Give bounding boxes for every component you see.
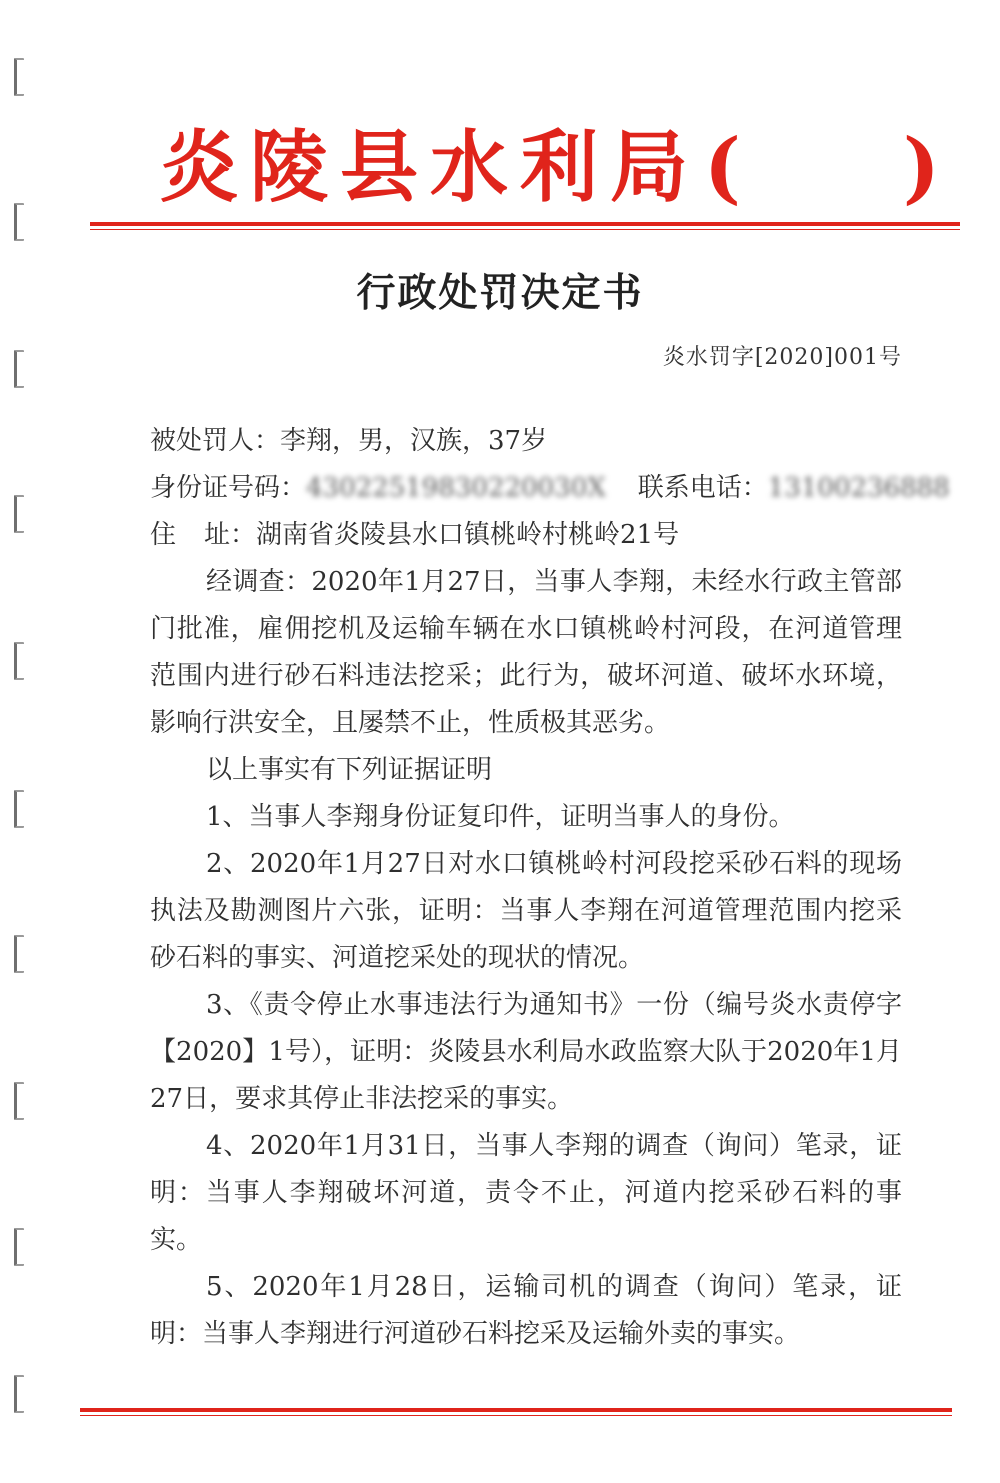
punch-hole (14, 935, 24, 973)
punch-hole (14, 58, 24, 96)
evidence-item-2: 2、2020年1月27日对水口镇桃岭村河段挖采砂石料的现场执法及勘测图片六张，证明：当事人李翔在河道管理范围内挖采砂石料的事实、河道挖采处的现状的情况。 (150, 849, 902, 973)
evidence-item-1: 1、当事人李翔身份证复印件，证明当事人的身份。 (206, 802, 795, 832)
document-number: 炎水罚字[2020]001号 (662, 345, 902, 370)
address-line (150, 512, 902, 559)
paren-close: ) (902, 122, 952, 213)
address-label-2: 址： (204, 520, 257, 550)
id-label: 身份证号码： (150, 473, 307, 503)
evidence-item-4: 4、2020年1月31日，当事人李翔的调查（询问）笔录，证明：当事人李翔破坏河道，责令不止，河道内挖采砂石料的事实。 (150, 1131, 902, 1255)
footer-rule (80, 1408, 952, 1416)
investigation-paragraph: 经调查：2020年1月27日，当事人李翔，未经水行政主管部门批准，雇佣挖机及运输车辆在水口镇桃岭村河段，在河道管理范围内进行砂石料违法挖采；此行为，破坏河道、破坏水环境，影响行洪安全，且屡禁不止，性质极其恶劣。 (150, 567, 902, 738)
phone-number: 13100236888 (767, 473, 950, 503)
phone-label: 联系电话： (637, 473, 768, 503)
punch-hole (14, 1228, 24, 1266)
punch-hole (14, 1375, 24, 1413)
id-line (150, 465, 950, 512)
header-rule (90, 222, 960, 230)
punch-hole (14, 203, 24, 241)
address-label-1: 住 (150, 520, 177, 550)
id-number: 43022519830220030X (306, 473, 606, 503)
punch-hole (14, 1082, 24, 1120)
document-body (150, 418, 950, 1358)
party-line (150, 418, 902, 465)
punch-hole (14, 642, 24, 680)
document-title: 行政处罚决定书 (356, 271, 644, 316)
party-label: 被处罚人： (150, 426, 281, 456)
letterhead-title (160, 120, 960, 215)
org-name: 炎陵县水利局 (160, 122, 701, 213)
punch-hole (14, 790, 24, 828)
evidence-item-3: 3、《责令停止水事违法行为通知书》一份（编号炎水责停字【2020】1号），证明：炎陵县水利局水政监察大队于2020年1月27日，要求其停止非法挖采的事实。 (150, 990, 902, 1114)
punch-hole (14, 495, 24, 533)
punch-hole (14, 350, 24, 388)
evidence-intro: 以上事实有下列证据证明 (206, 755, 493, 785)
paren-open: ( (704, 122, 753, 213)
punch-holes (14, 0, 30, 1483)
party-info: 李翔，男，汉族，37岁 (280, 426, 548, 456)
address: 湖南省炎陵县水口镇桃岭村桃岭21号 (256, 520, 680, 550)
evidence-item-5: 5、2020年1月28日，运输司机的调查（询问）笔录，证明：当事人李翔进行河道砂石料挖采及运输外卖的事实。 (150, 1272, 902, 1349)
